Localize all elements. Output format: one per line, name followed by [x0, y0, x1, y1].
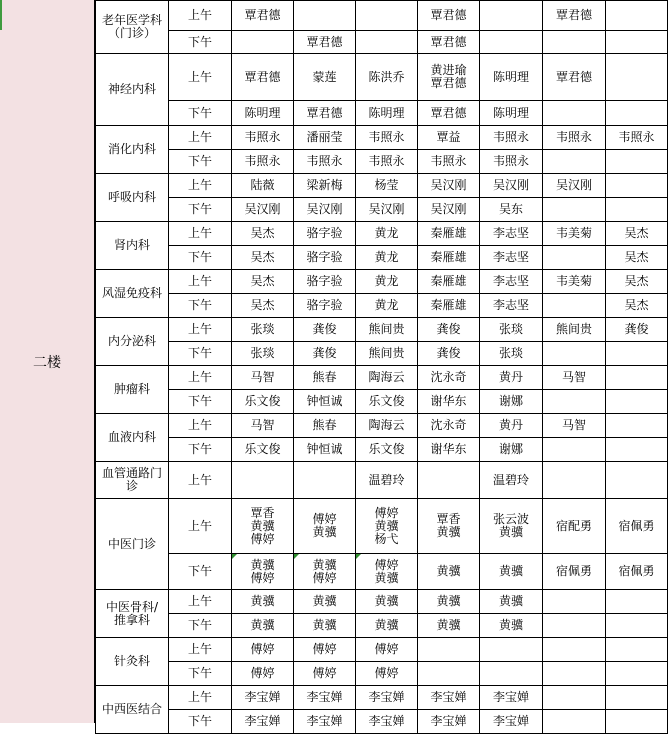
department-cell: 呼吸内科: [96, 174, 169, 222]
doctor-cell: 吴汉刚: [480, 174, 543, 198]
doctor-cell: 龚俊: [294, 342, 356, 366]
doctor-cell: 傅婷 黄骥: [294, 499, 356, 554]
doctor-cell: 吴杰: [606, 294, 668, 318]
doctor-cell: [480, 662, 543, 686]
table-row: [96, 662, 668, 686]
doctor-cell: [418, 462, 480, 499]
doctor-cell: [543, 638, 606, 662]
doctor-cell: 吴汉刚: [418, 174, 480, 198]
doctor-cell: 覃君德: [418, 101, 480, 126]
doctor-cell: 吴杰: [606, 222, 668, 246]
doctor-cell: 骆字验: [294, 222, 356, 246]
doctor-cell: [356, 31, 418, 54]
doctor-cell: 吴汉刚: [356, 198, 418, 222]
doctor-cell: 骆字验: [294, 246, 356, 270]
doctor-cell: 覃君德: [232, 1, 294, 31]
doctor-cell: 韦照永: [356, 126, 418, 150]
doctor-cell: 张琰: [480, 318, 543, 342]
doctor-cell: [606, 342, 668, 366]
doctor-cell: 沈永奇: [418, 414, 480, 438]
table-row: [96, 222, 668, 246]
period-cell: 下午: [169, 438, 232, 462]
table-row: [96, 1, 668, 31]
doctor-cell: 李志坚: [480, 222, 543, 246]
doctor-cell: 李宝婵: [418, 686, 480, 710]
doctor-cell: 陈明理: [480, 54, 543, 101]
doctor-cell: 黄骥: [294, 590, 356, 614]
table-row: [96, 318, 668, 342]
doctor-cell: 马智: [232, 414, 294, 438]
doctor-cell: 黄进瑜 覃君德: [418, 54, 480, 101]
doctor-cell: 黄龙: [356, 294, 418, 318]
table-row: [96, 366, 668, 390]
doctor-cell: 覃君德: [543, 54, 606, 101]
doctor-cell: 韦照永: [232, 150, 294, 174]
period-cell: 上午: [169, 462, 232, 499]
doctor-cell: 覃君德: [418, 31, 480, 54]
doctor-cell: [606, 662, 668, 686]
doctor-cell: [606, 390, 668, 414]
period-cell: 下午: [169, 246, 232, 270]
doctor-cell: 蒙莲: [294, 54, 356, 101]
doctor-cell: 韦照永: [356, 150, 418, 174]
period-cell: 上午: [169, 686, 232, 710]
doctor-cell: 黄龙: [356, 270, 418, 294]
doctor-cell: 谢娜: [480, 390, 543, 414]
doctor-cell: 黄骥: [232, 590, 294, 614]
doctor-cell: 龚俊: [294, 318, 356, 342]
table-row: [96, 390, 668, 414]
period-cell: 下午: [169, 294, 232, 318]
period-cell: 上午: [169, 366, 232, 390]
doctor-cell: 李志坚: [480, 270, 543, 294]
doctor-cell: [606, 686, 668, 710]
period-cell: 下午: [169, 101, 232, 126]
doctor-cell: 陈明理: [356, 101, 418, 126]
period-cell: 上午: [169, 1, 232, 31]
doctor-cell: [294, 462, 356, 499]
doctor-cell: 陶海云: [356, 366, 418, 390]
doctor-cell: 熊间贵: [356, 342, 418, 366]
doctor-cell: [418, 662, 480, 686]
doctor-cell: 张琰: [232, 318, 294, 342]
doctor-cell: 黄骥: [480, 590, 543, 614]
doctor-cell: 陈明理: [480, 101, 543, 126]
doctor-cell: 马智: [232, 366, 294, 390]
doctor-cell: 李志坚: [480, 294, 543, 318]
doctor-cell: 熊春: [294, 414, 356, 438]
department-cell: 内分泌科: [96, 318, 169, 366]
doctor-cell: 乐文俊: [232, 438, 294, 462]
department-cell: 消化内科: [96, 126, 169, 174]
table-row: [96, 342, 668, 366]
table-row: [96, 246, 668, 270]
doctor-cell: [543, 294, 606, 318]
doctor-cell: 陆薇: [232, 174, 294, 198]
table-row: [96, 686, 668, 710]
doctor-cell: 沈永奇: [418, 366, 480, 390]
period-cell: 下午: [169, 198, 232, 222]
table-row: [96, 590, 668, 614]
table-row: [96, 710, 668, 734]
doctor-cell: 覃君德: [418, 1, 480, 31]
department-cell: 针灸科: [96, 638, 169, 686]
doctor-cell: [606, 174, 668, 198]
doctor-cell: 宿配勇: [543, 499, 606, 554]
doctor-cell: 覃君德: [294, 101, 356, 126]
doctor-cell: 韦照永: [294, 150, 356, 174]
doctor-cell: 黄骥: [356, 590, 418, 614]
department-cell: 中西医结合: [96, 686, 169, 734]
doctor-cell: 黄骥: [418, 590, 480, 614]
period-cell: 下午: [169, 614, 232, 638]
doctor-cell: [543, 246, 606, 270]
doctor-cell: 谢华东: [418, 438, 480, 462]
table-row: [96, 499, 668, 554]
doctor-cell: 覃君德: [232, 54, 294, 101]
department-cell: 肾内科: [96, 222, 169, 270]
doctor-cell: [543, 686, 606, 710]
doctor-cell: [606, 438, 668, 462]
department-cell: 血液内科: [96, 414, 169, 462]
doctor-cell: 韦照永: [480, 150, 543, 174]
period-cell: 下午: [169, 390, 232, 414]
table-row: [96, 31, 668, 54]
table-row: [96, 614, 668, 638]
table-row: [96, 294, 668, 318]
doctor-cell: 钟恒诚: [294, 390, 356, 414]
table-row: [96, 438, 668, 462]
department-cell: 神经内科: [96, 54, 169, 126]
doctor-cell: 谢娜: [480, 438, 543, 462]
doctor-cell: 李宝婵: [294, 686, 356, 710]
doctor-cell: [606, 710, 668, 734]
doctor-cell: 吴杰: [232, 270, 294, 294]
doctor-cell: [606, 31, 668, 54]
doctor-cell: [480, 1, 543, 31]
period-cell: 上午: [169, 222, 232, 246]
doctor-cell: 熊间贵: [356, 318, 418, 342]
doctor-cell: 李宝婵: [356, 686, 418, 710]
doctor-cell: 吴汉刚: [294, 198, 356, 222]
department-cell: 中医门诊: [96, 499, 169, 590]
department-cell: 风湿免疫科: [96, 270, 169, 318]
doctor-cell: 陈洪乔: [356, 54, 418, 101]
doctor-cell: 骆字验: [294, 294, 356, 318]
doctor-cell: 马智: [543, 366, 606, 390]
doctor-cell: [543, 462, 606, 499]
doctor-cell: 骆字验: [294, 270, 356, 294]
doctor-cell: 黄骥 傅婷: [232, 554, 294, 590]
doctor-cell: 覃君德: [294, 31, 356, 54]
table-row: [96, 414, 668, 438]
doctor-cell: 梁新梅: [294, 174, 356, 198]
doctor-cell: 李宝婵: [232, 686, 294, 710]
doctor-cell: [606, 638, 668, 662]
doctor-cell: 熊间贵: [543, 318, 606, 342]
period-cell: 下午: [169, 342, 232, 366]
doctor-cell: 张琰: [480, 342, 543, 366]
doctor-cell: 宿佩勇: [606, 554, 668, 590]
doctor-cell: 乐文俊: [356, 390, 418, 414]
doctor-cell: 吴汉刚: [232, 198, 294, 222]
doctor-cell: 傅婷: [294, 662, 356, 686]
period-cell: 下午: [169, 150, 232, 174]
doctor-cell: 宿佩勇: [606, 499, 668, 554]
doctor-cell: 钟恒诚: [294, 438, 356, 462]
doctor-cell: 张琰: [232, 342, 294, 366]
doctor-cell: 秦雁雄: [418, 246, 480, 270]
doctor-cell: 李宝婵: [232, 710, 294, 734]
doctor-cell: 黄骥: [418, 614, 480, 638]
doctor-cell: 韦照永: [232, 126, 294, 150]
doctor-cell: 黄骥: [480, 554, 543, 590]
doctor-cell: 乐文俊: [232, 390, 294, 414]
doctor-cell: 熊春: [294, 366, 356, 390]
doctor-cell: 温碧玲: [480, 462, 543, 499]
period-cell: 上午: [169, 54, 232, 101]
doctor-cell: [543, 198, 606, 222]
doctor-cell: [543, 150, 606, 174]
doctor-cell: 傅婷: [356, 638, 418, 662]
doctor-cell: 黄丹: [480, 414, 543, 438]
doctor-cell: [606, 462, 668, 499]
doctor-cell: 覃香 黄骥 傅婷: [232, 499, 294, 554]
department-cell: 中医骨科/ 推拿科: [96, 590, 169, 638]
doctor-cell: 李宝婵: [480, 686, 543, 710]
period-cell: 上午: [169, 414, 232, 438]
doctor-cell: 吴汉刚: [418, 198, 480, 222]
doctor-cell: [606, 590, 668, 614]
doctor-cell: 李宝婵: [356, 710, 418, 734]
period-cell: 上午: [169, 499, 232, 554]
doctor-cell: 秦雁雄: [418, 222, 480, 246]
doctor-cell: 黄骥: [480, 614, 543, 638]
doctor-cell: 李宝婵: [480, 710, 543, 734]
doctor-cell: 吴杰: [606, 270, 668, 294]
period-cell: 下午: [169, 31, 232, 54]
doctor-cell: [606, 614, 668, 638]
doctor-cell: 张云波 黄骥: [480, 499, 543, 554]
doctor-cell: 傅婷: [232, 662, 294, 686]
doctor-cell: 黄骥: [232, 614, 294, 638]
doctor-cell: [232, 31, 294, 54]
doctor-cell: [418, 638, 480, 662]
doctor-cell: 谢华东: [418, 390, 480, 414]
table-row: [96, 126, 668, 150]
doctor-cell: [480, 638, 543, 662]
doctor-cell: 潘丽莹: [294, 126, 356, 150]
doctor-cell: [543, 590, 606, 614]
doctor-cell: [480, 31, 543, 54]
doctor-cell: 韦照永: [606, 126, 668, 150]
table-row: [96, 101, 668, 126]
doctor-cell: 宿佩勇: [543, 554, 606, 590]
table-row: [96, 270, 668, 294]
doctor-cell: 覃君德: [543, 1, 606, 31]
doctor-cell: [606, 54, 668, 101]
doctor-cell: 温碧玲: [356, 462, 418, 499]
period-cell: 上午: [169, 126, 232, 150]
doctor-cell: 黄骥: [294, 614, 356, 638]
doctor-cell: 傅婷: [232, 638, 294, 662]
doctor-cell: 吴杰: [606, 246, 668, 270]
doctor-cell: 韦美菊: [543, 270, 606, 294]
period-cell: 上午: [169, 318, 232, 342]
doctor-cell: 吴杰: [232, 246, 294, 270]
doctor-cell: [606, 1, 668, 31]
table-row: [96, 554, 668, 590]
selection-marker: [0, 0, 2, 30]
doctor-cell: 吴杰: [232, 294, 294, 318]
period-cell: 下午: [169, 710, 232, 734]
table-row: [96, 174, 668, 198]
doctor-cell: 傅婷: [356, 662, 418, 686]
doctor-cell: 韦照永: [418, 150, 480, 174]
table-row: [96, 638, 668, 662]
doctor-cell: [294, 1, 356, 31]
doctor-cell: 陶海云: [356, 414, 418, 438]
doctor-cell: 覃香 黄骥: [418, 499, 480, 554]
doctor-cell: 傅婷 黄骥: [356, 554, 418, 590]
doctor-cell: [606, 366, 668, 390]
doctor-cell: 傅婷 黄骥 杨弋: [356, 499, 418, 554]
doctor-cell: 黄龙: [356, 246, 418, 270]
floor-cell: [0, 0, 95, 723]
department-cell: 老年医学科 （门诊）: [96, 1, 169, 54]
department-cell: 血管通路门 诊: [96, 462, 169, 499]
doctor-cell: [543, 710, 606, 734]
doctor-cell: 吴汉刚: [543, 174, 606, 198]
table-row: [96, 198, 668, 222]
doctor-cell: [606, 150, 668, 174]
doctor-cell: [606, 414, 668, 438]
doctor-cell: [356, 1, 418, 31]
doctor-cell: 马智: [543, 414, 606, 438]
doctor-cell: 黄骥 傅婷: [294, 554, 356, 590]
doctor-cell: [543, 31, 606, 54]
doctor-cell: [543, 662, 606, 686]
doctor-cell: [606, 198, 668, 222]
doctor-cell: 吴杰: [232, 222, 294, 246]
period-cell: 上午: [169, 174, 232, 198]
doctor-cell: 覃益: [418, 126, 480, 150]
doctor-cell: 韦美菊: [543, 222, 606, 246]
doctor-cell: 吴东: [480, 198, 543, 222]
doctor-cell: 李志坚: [480, 246, 543, 270]
doctor-cell: [606, 101, 668, 126]
doctor-cell: 秦雁雄: [418, 270, 480, 294]
doctor-cell: 龚俊: [418, 342, 480, 366]
table-row: [96, 150, 668, 174]
doctor-cell: 龚俊: [606, 318, 668, 342]
floor-label: 二楼: [33, 354, 61, 371]
doctor-cell: 黄骥: [418, 554, 480, 590]
doctor-cell: 乐文俊: [356, 438, 418, 462]
period-cell: 下午: [169, 554, 232, 590]
doctor-cell: 黄丹: [480, 366, 543, 390]
department-cell: 肿瘤科: [96, 366, 169, 414]
doctor-cell: [232, 462, 294, 499]
doctor-cell: [543, 614, 606, 638]
doctor-cell: 黄龙: [356, 222, 418, 246]
table-row: [96, 54, 668, 101]
doctor-cell: 韦照永: [480, 126, 543, 150]
schedule-table: [95, 0, 668, 734]
doctor-cell: [543, 438, 606, 462]
period-cell: 上午: [169, 638, 232, 662]
doctor-cell: [543, 390, 606, 414]
doctor-cell: 李宝婵: [418, 710, 480, 734]
period-cell: 上午: [169, 590, 232, 614]
doctor-cell: 杨莹: [356, 174, 418, 198]
doctor-cell: 龚俊: [418, 318, 480, 342]
period-cell: 下午: [169, 662, 232, 686]
doctor-cell: 韦照永: [543, 126, 606, 150]
doctor-cell: 傅婷: [294, 638, 356, 662]
period-cell: 上午: [169, 270, 232, 294]
doctor-cell: 李宝婵: [294, 710, 356, 734]
doctor-cell: [543, 342, 606, 366]
doctor-cell: 陈明理: [232, 101, 294, 126]
table-row: [96, 462, 668, 499]
doctor-cell: 黄骥: [356, 614, 418, 638]
doctor-cell: [543, 101, 606, 126]
doctor-cell: 秦雁雄: [418, 294, 480, 318]
